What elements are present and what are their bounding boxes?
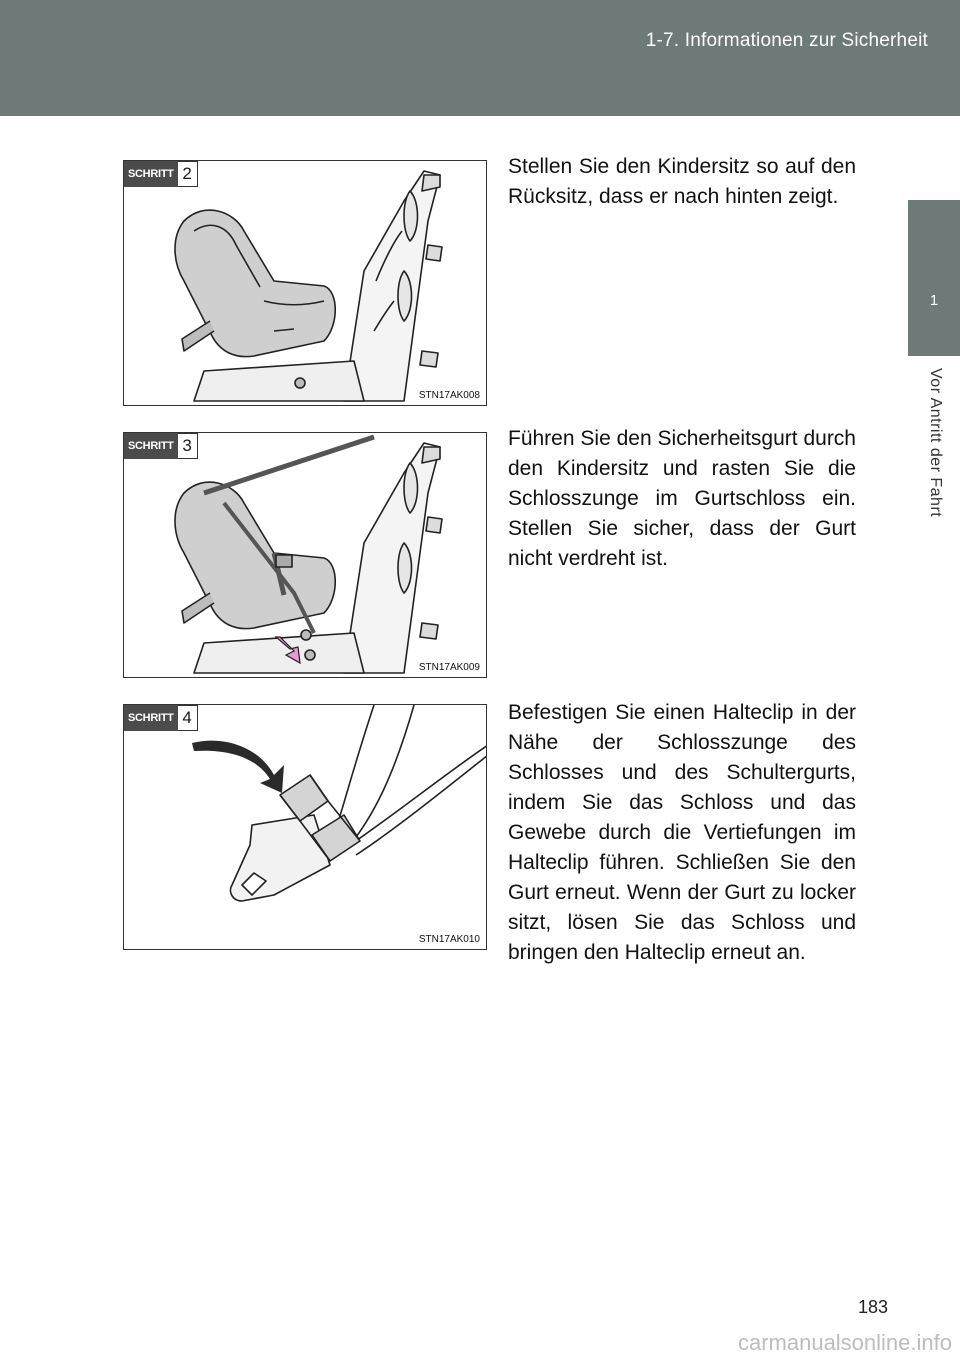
step-badge — [124, 433, 198, 459]
step-number: 2 — [178, 161, 198, 187]
chapter-label: Vor Antritt der Fahrt — [927, 368, 944, 518]
figure-code: STN17AK010 — [418, 934, 480, 945]
step-2-figure — [123, 160, 487, 406]
watermark: carmanualsonline.info — [737, 1330, 952, 1355]
step-3-text: Führen Sie den Sicherheitsgurt durch den Kindersitz und rasten Sie die Schlosszunge im Gurtschloss ein. Stellen Sie sicher, dass der Gurt nicht verdreht ist. — [508, 427, 856, 570]
step-badge-label: SCHRITT — [124, 433, 178, 459]
step-4-figure — [123, 704, 487, 950]
step-badge-label: SCHRITT — [124, 705, 178, 731]
step-number: 4 — [178, 705, 198, 731]
chapter-number: 1 — [929, 292, 939, 309]
figure-code: STN17AK008 — [418, 390, 480, 401]
seatbelt-through-child-seat-illustration — [124, 433, 487, 678]
locking-clip-illustration — [124, 705, 487, 950]
step-2-text: Stellen Sie den Kindersitz so auf den Rücksitz, dass er nach hinten zeigt. — [508, 155, 856, 208]
step-badge — [124, 705, 198, 731]
step-badge — [124, 161, 198, 187]
step-number: 3 — [178, 433, 198, 459]
child-seat-rear-facing-illustration — [124, 161, 487, 406]
chapter-tab[interactable] — [908, 200, 960, 356]
page-header — [0, 0, 960, 116]
step-3-figure — [123, 432, 487, 678]
section-title: 1-7. Informationen zur Sicherheit — [645, 30, 928, 51]
step-badge-label: SCHRITT — [124, 161, 178, 187]
page-number: 183 — [857, 1297, 888, 1317]
step-4-text: Befestigen Sie einen Halteclip in der Nähe der Schlosszunge des Schlosses und des Schultergurts, indem Sie das Schloss und das Gewebe durch die Vertiefungen im Halteclip führen. Schließen Sie den Gurt erneut. Wenn der Gurt zu locker sitzt, lösen Sie das Schloss und bringen den Halteclip erneut an. — [508, 701, 856, 964]
curved-arrow-icon — [192, 741, 284, 793]
figure-code: STN17AK009 — [418, 662, 480, 673]
